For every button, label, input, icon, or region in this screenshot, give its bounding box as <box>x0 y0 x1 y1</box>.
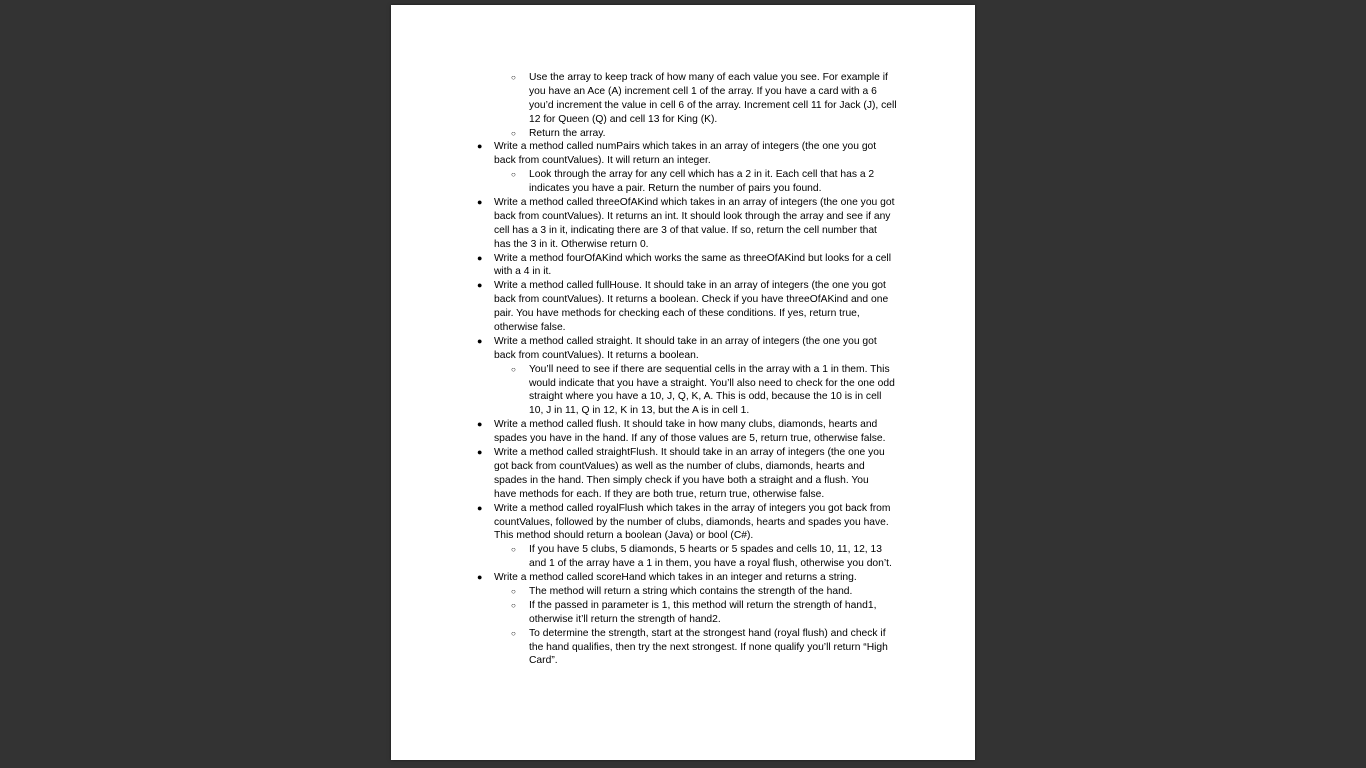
list-item-text: spades in the hand. Then simply check if you have both a straight and a flush. You <box>494 474 869 486</box>
bullet-marker: ● <box>477 447 483 458</box>
list-item-line <box>391 307 975 321</box>
list-item-line <box>391 585 975 599</box>
sub-bullet-marker: ○ <box>511 628 516 638</box>
list-item-text: If you have 5 clubs, 5 diamonds, 5 hearts or 5 spades and cells 10, 11, 12, 13 <box>529 544 882 556</box>
list-item-line <box>391 460 975 474</box>
list-item-text: have methods for each. If they are both true, return true, otherwise false. <box>494 488 825 500</box>
list-item-line <box>391 182 975 196</box>
list-item-text: Write a method called royalFlush which takes in the array of integers you got back from <box>494 502 891 514</box>
list-item-line <box>391 557 975 571</box>
list-item-text: back from countValues). It returns a boolean. <box>494 349 699 361</box>
list-item-line <box>391 432 975 446</box>
list-item-text: back from countValues). It returns a boolean. Check if you have threeOfAKind and one <box>494 294 889 306</box>
list-item-text: with a 4 in it. <box>494 266 552 278</box>
list-item-text: If the passed in parameter is 1, this method will return the strength of hand1, <box>529 599 877 611</box>
list-item-text: Write a method called threeOfAKind which takes in an array of integers (the one you got <box>494 197 895 209</box>
list-item-text: you have an Ace (A) increment cell 1 of the array. If you have a card with a 6 <box>529 85 877 97</box>
list-item-line <box>391 654 975 668</box>
list-item-text: Write a method called flush. It should take in how many clubs, diamonds, hearts and <box>494 419 878 431</box>
list-item-text: countValues, followed by the number of clubs, diamonds, hearts and spades you have. <box>494 516 889 528</box>
list-item-text: Write a method fourOfAKind which works the same as threeOfAKind but looks for a cell <box>494 252 891 264</box>
list-item-line <box>391 349 975 363</box>
list-item-line <box>391 390 975 404</box>
bullet-marker: ● <box>477 419 483 430</box>
list-item-line <box>391 71 975 85</box>
list-item-text: To determine the strength, start at the strongest hand (royal flush) and check if <box>529 627 886 639</box>
list-item-text: and 1 of the array have a 1 in them, you have a royal flush, otherwise you don’t. <box>529 558 892 570</box>
list-item-text: This method should return a boolean (Java) or bool (C#). <box>494 530 754 542</box>
list-item-line <box>391 599 975 613</box>
list-item-line <box>391 224 975 238</box>
list-item-text: Return the array. <box>529 127 606 139</box>
sub-bullet-marker: ○ <box>511 545 516 555</box>
list-item-line <box>391 404 975 418</box>
sub-bullet-marker: ○ <box>511 364 516 374</box>
list-item-text: 12 for Queen (Q) and cell 13 for King (K). <box>529 113 718 125</box>
list-item-line <box>391 488 975 502</box>
list-item-line <box>391 446 975 460</box>
list-item-text: Card”. <box>529 655 558 667</box>
list-item-text: the hand qualifies, then try the next strongest. If none qualify you’ll return “High <box>529 641 888 653</box>
list-item-text: You’ll need to see if there are sequential cells in the array with a 1 in them. This <box>529 363 890 375</box>
list-item-line <box>391 418 975 432</box>
bullet-marker: ● <box>477 280 483 291</box>
list-item-line <box>391 321 975 335</box>
list-item-text: got back from countValues) as well as the number of clubs, diamonds, hearts and <box>494 460 865 472</box>
bullet-marker: ● <box>477 141 483 152</box>
list-item-line <box>391 529 975 543</box>
list-item-text: Write a method called scoreHand which takes in an integer and returns a string. <box>494 572 857 584</box>
list-item-text: back from countValues). It will return an integer. <box>494 155 711 167</box>
list-item-text: would indicate that you have a straight. You’ll also need to check for the one odd <box>529 377 895 389</box>
list-item-line <box>391 641 975 655</box>
list-item-line <box>391 363 975 377</box>
bullet-marker: ● <box>477 252 483 263</box>
document-content <box>391 71 975 668</box>
sub-bullet-marker: ○ <box>511 600 516 610</box>
list-item-line <box>391 474 975 488</box>
list-item-line <box>391 377 975 391</box>
list-item-text: has the 3 in it. Otherwise return 0. <box>494 238 649 250</box>
bullet-marker: ● <box>477 572 483 583</box>
list-item-line <box>391 85 975 99</box>
list-item-line <box>391 502 975 516</box>
bullet-marker: ● <box>477 335 483 346</box>
list-item-text: indicates you have a pair. Return the number of pairs you found. <box>529 183 822 195</box>
list-item-line <box>391 571 975 585</box>
list-item-text: you’d increment the value in cell 6 of the array. Increment cell 11 for Jack (J), cell <box>529 99 897 111</box>
sub-bullet-marker: ○ <box>511 73 516 82</box>
list-item-text: straight where you have a 10, J, Q, K, A. This is odd, because the 10 is in cell <box>529 391 882 403</box>
list-item-text: Use the array to keep track of how many of each value you see. For example if <box>529 72 888 83</box>
list-item-line <box>391 238 975 252</box>
sub-bullet-marker: ○ <box>511 128 516 138</box>
list-item-line <box>391 613 975 627</box>
sub-bullet-marker: ○ <box>511 170 516 180</box>
list-item-text: Write a method called straightFlush. It should take in an array of integers (the one you <box>494 447 885 459</box>
list-item-text: The method will return a string which contains the strength of the hand. <box>529 585 853 597</box>
list-item-text: back from countValues). It returns an int. It should look through the array and see if any <box>494 210 891 222</box>
list-item-text: otherwise it’ll return the strength of hand2. <box>529 613 721 625</box>
list-item-line <box>391 252 975 266</box>
list-item-line <box>391 335 975 349</box>
list-item-line <box>391 196 975 210</box>
list-item-text: 10, J in 11, Q in 12, K in 13, but the A is in cell 1. <box>529 405 750 417</box>
list-item-line <box>391 516 975 530</box>
list-item-text: cell has a 3 in it, indicating there are 3 of that value. If so, return the cell number that <box>494 224 877 236</box>
document-page <box>391 5 975 760</box>
list-item-text: spades you have in the hand. If any of those values are 5, return true, otherwise false. <box>494 433 886 445</box>
list-item-text: Write a method called numPairs which takes in an array of integers (the one you got <box>494 141 877 153</box>
list-item-line <box>391 154 975 168</box>
bullet-marker: ● <box>477 197 483 208</box>
bullet-marker: ● <box>477 502 483 513</box>
list-item-text: Look through the array for any cell which has a 2 in it. Each cell that has a 2 <box>529 169 875 181</box>
list-item-line <box>391 113 975 127</box>
list-item-line <box>391 210 975 224</box>
list-item-line <box>391 279 975 293</box>
list-item-text: otherwise false. <box>494 322 566 334</box>
list-item-text: Write a method called fullHouse. It should take in an array of integers (the one you got <box>494 280 886 292</box>
list-item-line <box>391 293 975 307</box>
list-item-line <box>391 543 975 557</box>
list-item-line <box>391 168 975 182</box>
list-item-text: Write a method called straight. It should take in an array of integers (the one you got <box>494 335 877 347</box>
list-item-line <box>391 99 975 113</box>
list-item-line <box>391 127 975 141</box>
list-item-line <box>391 140 975 154</box>
list-item-text: pair. You have methods for checking each of these conditions. If yes, return true, <box>494 308 860 320</box>
list-item-line <box>391 627 975 641</box>
list-item-line <box>391 265 975 279</box>
sub-bullet-marker: ○ <box>511 586 516 596</box>
